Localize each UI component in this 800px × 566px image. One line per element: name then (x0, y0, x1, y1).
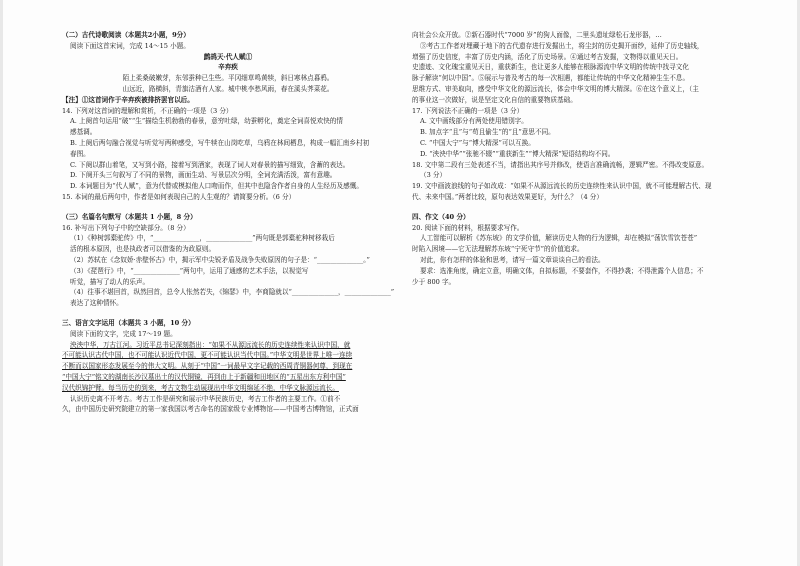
left-column-line: 汉代织锦护臂。每当历史的到来，考古文物生动展现出中华文明绵延不绝，中华文脉源远流长。 (62, 383, 339, 392)
left-column-line (62, 309, 394, 318)
right-column-line: 对此，你有怎样的体验和思考，请写一篇文章谈谈自己的看法。 (420, 255, 605, 264)
right-column-line: 史遗迹、文化瑰宝重见天日，重获新生，也让更多人能够在根脉源流中华文明的传统中找寻文化 (412, 63, 689, 72)
left-column-line: 三、语言文字运用（本题共 3 小题，10 分） (62, 318, 195, 327)
left-column-line: 【注】①这首词作于辛弃疾被排挤罢官以后。 (62, 95, 194, 104)
right-column-line: C. “中国大宁”与“博大精深”可以互换。 (420, 138, 535, 147)
left-column-line: 15. 本词的最后两句中，作者是如何表现自己的人生观的？请简要分析。（6 分） (62, 192, 296, 201)
left-column-line: （三）名篇名句默写（本题共 1 小题，8 分） (62, 212, 197, 221)
right-column (412, 30, 762, 287)
left-column (62, 30, 394, 415)
right-column-line (412, 203, 762, 212)
left-column-line: D. 下阕开头三句叙写了不同的景物，画面生动、写景层次分明，全词充满活泼，富有意趣。 (70, 171, 337, 180)
left-column-line: 认识历史离不开考古。考古工作是研究和展示中华民族历史，考古工作者的主要工作。①前不 (70, 394, 341, 403)
left-column-line: A. 上阕首句运用“破”“生”描绘生机勃勃的春景，意穷吐绿，幼蚕孵化，奠定全词喜悦欢快的情 (70, 117, 343, 126)
right-column-line: 思维方式、审美取向，感受中华文化的源远流长，体会中华文明的博大精深。⑥在这个意义上，（主 (412, 84, 699, 93)
right-column-line: 的事业这一次做好，说是坚定文化自信的重要物质基础。 (412, 95, 577, 104)
left-column-line: 16. 补写出下列句子中的空缺部分。（8 分） (62, 223, 190, 232)
right-column-line: 时陷入困境——它无法理解苏东坡“宁死守节”的价值追求。 (412, 245, 584, 254)
right-column-line: 少于 800 字。 (412, 277, 456, 286)
left-column-line: （2）苏轼在《念奴娇·赤壁怀古》中，揭示军中尖锐矛盾及战争失败原因的句子是：“______________。” (70, 255, 370, 264)
left-column-line: （1）《种树郭橐驼传》中，“______________，______________”两句既是郭橐驼种树移栽后 (70, 234, 335, 243)
left-column-line (62, 203, 394, 212)
right-column-line: 向社会公众开放。②新石器时代“7000 岁”的狗人面像，二里头遗址绿松石龙形器，… (412, 31, 662, 39)
left-column-line: 不断而以国家形态发展至今的伟大文明。从刻于“中国”一词最早文字记载的西周青铜器何尊，到现在 (62, 362, 353, 371)
left-column-line: 听觉，描写了动人的乐声。 (70, 277, 150, 286)
scan-edge-left (0, 0, 3, 566)
left-column-line: 辛弃疾 (218, 63, 238, 72)
right-column-line: 代、未来中国。”两者比较，原句表达效果更好，为什么？（4 分） (412, 192, 603, 201)
left-column-line: （二）古代诗歌阅读（本题共2小题，9分） (62, 31, 190, 39)
right-column-line: 18. 文中第二段有三处表述不当，请指出其序号并修改，使语言准确流畅，逻辑严密。不得改变原意。 (412, 160, 709, 169)
left-column-line: 泱泱中华，万古江河。习近平总书记深刻指出：“如果不从源远流长的历史连续性来认识中国，就 (70, 340, 351, 349)
right-column-line: B. 加点字“且”与“苟且偷生”的“且”意思不同。 (420, 128, 555, 137)
right-column-line: 人工智能可以解析《苏东坡》的文学价值，解读历史人物的行为逻辑，却在模拟“荡饮雪饮苍苍” (420, 234, 698, 243)
left-column-line: B. 上阕后两句融合视觉与听觉写两种感受，写牛犊在山岗吃草，乌鸦在林间栖息，构成一幅汇南乡村初 (70, 138, 370, 147)
left-column-line: （3）《琵琶行》中，“______________”两句中，运用了通感的艺术手法，以视觉写 (70, 266, 309, 275)
left-column-line: D. 本词题目为“代人赋”，意为代替或模拟他人口吻而作，但其中也隐含作者自身的人生经历及感慨。 (70, 182, 363, 191)
left-column-line: 山远近，路横斜，青旗沽酒有人家。城中桃李愁风雨，春在溪头荠菜花。 (122, 84, 334, 93)
left-column-line: “中国大宁”铭文的湖南长沙汉墓出土的汉代铜镜，再到由上于新疆和田地区的“五星出东方利中国” (62, 372, 346, 381)
right-column-line: A. 文中画线部分有两处使用错别字。 (420, 117, 528, 126)
left-column-line: 春图。 (70, 149, 90, 158)
left-column-line: C. 下阕以群山着笔，又写到小路，接着写到酒家，表现了词人对春景的描写细致，含蓄的表达。 (70, 160, 350, 169)
right-column-line: （3 分） (420, 171, 447, 180)
left-column-line: 14. 下列对这首词的理解和赏析，不正确的一项是（3 分） (62, 106, 233, 115)
left-column-line: 鹧鸪天·代人赋① (203, 52, 253, 61)
right-column-line: 20. 阅读下面的材料，根据要求写作。 (412, 223, 524, 232)
right-column-line: 19. 文中画波浪线的句子如改成：“如果不从源远流长的历史连续性来认识中国，就不可能理解古代、现 (412, 182, 712, 191)
left-column-line: 久，由中国历史研究院建立的第一家我国以考古命名的国家级专业博物馆——中国考古博物馆，正式面 (62, 405, 359, 414)
left-column-line: 阅读下面的文字，完成 17～19 题。 (70, 329, 177, 338)
left-column-line: （4）往事不堪回首，纵然回首，总令人怅然若失，《锦瑟》中，李商隐就以“______________，______________” (70, 288, 394, 297)
right-column-line: 四、作文（40 分） (412, 212, 470, 221)
left-column-line: 感基调。 (70, 128, 97, 137)
right-column-line: ③考古工作者对埋藏于地下的古代遗存进行发掘出土，将尘封的历史揭开面纱，延伸了历史轴线， (420, 41, 704, 50)
right-column-line: 脉子解读“何以中国”。⑤展示与普及考古的每一次相遇，都能让传统的中华文化精神生生不息。 (412, 74, 690, 83)
left-column-line: 阅读下面这首宋词，完成 14～15 小题。 (70, 41, 190, 50)
left-column-line: 表达了这种情怀。 (70, 299, 123, 308)
right-column-line: 要求：选准角度，确定立意，明确文体，自拟标题，不要套作，不得抄袭；不得泄露个人信息；不 (420, 266, 704, 275)
right-column-line: 增强了历史信度，丰富了历史内涵，活化了历史场景。④通过考古发掘，文物得以重见天日。 (412, 52, 683, 61)
right-column-line: 17. 下列说法不正确的一项是（3 分） (412, 106, 524, 115)
right-column-line: D. “泱泱中华”“张驰不辍”“重获新生”“博大精深”短语结构均不同。 (420, 149, 615, 158)
left-column-line: 陌上柔桑破嫩芽，东邻蚕种已生些。平冈细草鸣黄犊，斜日寒林点暮鸦。 (122, 74, 334, 83)
left-column-line: 不可能认识古代中国，也不可能认识近代中国，更不可能认识当代中国。”中华文明是世界上唯一连续 (62, 351, 353, 360)
left-column-line: 活的根本原因，也是执政者可以借鉴的为政原则。 (70, 245, 216, 254)
